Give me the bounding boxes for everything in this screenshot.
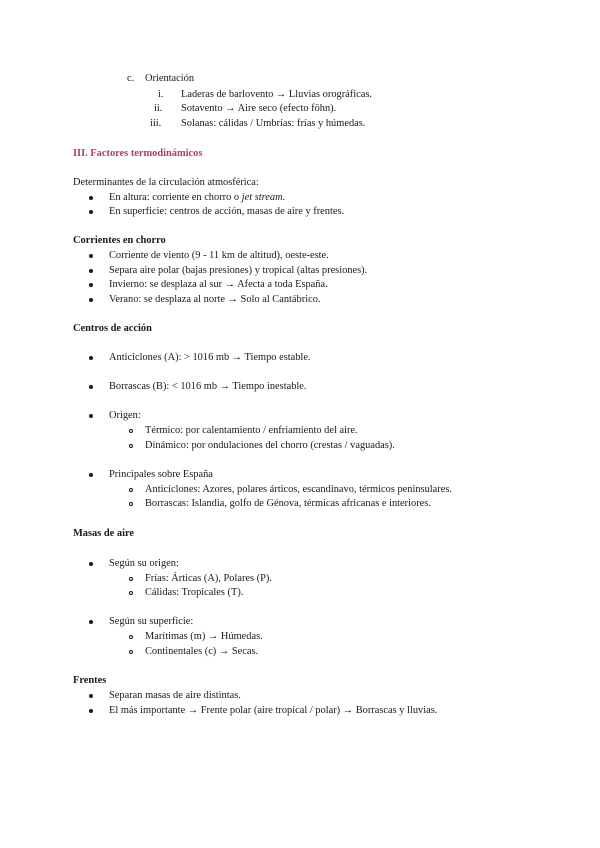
list-item: Separa aire polar (bajas presiones) y tropical (altas presiones). bbox=[109, 265, 368, 276]
list-item: Separan masas de aire distintas. bbox=[109, 690, 241, 701]
list-item: Principales sobre España bbox=[109, 469, 213, 480]
circle-bullet-icon bbox=[129, 483, 133, 496]
list-item: Corriente de viento (9 - 11 km de altitud), oeste-este. bbox=[109, 250, 329, 261]
list-item: El más importante → Frente polar (aire tropical / polar) → Borrascas y lluvias. bbox=[109, 705, 438, 716]
list-item: Laderas de barlovento → Lluvias orográficas. bbox=[181, 89, 372, 100]
circle-bullet-icon bbox=[129, 645, 133, 658]
list-item: Según su superficie: bbox=[109, 616, 194, 627]
bullet-icon bbox=[89, 351, 93, 364]
list-item: En superficie: centros de acción, masas de aire y frentes. bbox=[109, 206, 345, 217]
circle-bullet-icon bbox=[129, 497, 133, 510]
list-item: Solanas: cálidas / Umbrías: frías y húmedas. bbox=[181, 118, 366, 129]
roman-marker: iii. bbox=[150, 118, 162, 129]
list-item: Sotavento → Aire seco (efecto föhn). bbox=[181, 103, 337, 114]
bullet-icon bbox=[89, 293, 93, 306]
list-item: Continentales (c) → Secas. bbox=[145, 646, 259, 657]
circle-bullet-icon bbox=[129, 572, 133, 585]
list-item: Marítimas (m) → Húmedas. bbox=[145, 631, 263, 642]
list-item: Térmico: por calentamiento / enfriamiento del aire. bbox=[145, 425, 358, 436]
list-item: Frías: Árticas (A), Polares (P). bbox=[145, 573, 272, 584]
bullet-icon bbox=[89, 704, 93, 717]
list-marker: c. bbox=[127, 73, 135, 84]
list-item: Anticiclones: Azores, polares árticos, escandinavo, térmicos peninsulares. bbox=[145, 484, 453, 495]
circle-bullet-icon bbox=[129, 630, 133, 643]
list-item: Borrascas: Islandia, golfo de Génova, térmicas africanas e interiores. bbox=[145, 498, 431, 509]
roman-marker: i. bbox=[158, 89, 164, 100]
list-item: Invierno: se desplaza al sur → Afecta a toda España. bbox=[109, 279, 328, 290]
section-heading: III. Factores termodinámicos bbox=[73, 148, 203, 159]
list-item: Dinámico: por ondulaciones del chorro (crestas / vaguadas). bbox=[145, 440, 395, 451]
section-heading: Frentes bbox=[73, 675, 107, 686]
section-heading: Corrientes en chorro bbox=[73, 235, 166, 246]
list-item: Borrascas (B): < 1016 mb → Tiempo inestable. bbox=[109, 381, 307, 392]
circle-bullet-icon bbox=[129, 439, 133, 452]
list-item: En altura: corriente en chorro o jet stream. bbox=[109, 192, 286, 203]
bullet-icon bbox=[89, 557, 93, 570]
bullet-icon bbox=[89, 689, 93, 702]
bullet-icon bbox=[89, 468, 93, 481]
bullet-icon bbox=[89, 249, 93, 262]
bullet-icon bbox=[89, 380, 93, 393]
circle-bullet-icon bbox=[129, 586, 133, 599]
bullet-icon bbox=[89, 205, 93, 218]
list-item: Cálidas: Tropicales (T). bbox=[145, 587, 244, 598]
bullet-icon bbox=[89, 278, 93, 291]
circle-bullet-icon bbox=[129, 424, 133, 437]
bullet-icon bbox=[89, 264, 93, 277]
list-item: Origen: bbox=[109, 410, 141, 421]
section-heading: Masas de aire bbox=[73, 528, 134, 539]
list-item: Anticiclones (A): > 1016 mb → Tiempo estable. bbox=[109, 352, 311, 363]
bullet-icon bbox=[89, 191, 93, 204]
paragraph: Determinantes de la circulación atmosférica: bbox=[73, 177, 259, 188]
bullet-icon bbox=[89, 409, 93, 422]
list-item: Según su origen: bbox=[109, 558, 179, 569]
bullet-icon bbox=[89, 615, 93, 628]
section-heading: Centros de acción bbox=[73, 323, 152, 334]
roman-marker: ii. bbox=[154, 103, 163, 114]
subsection-title: Orientación bbox=[145, 73, 195, 84]
list-item: Verano: se desplaza al norte → Solo al Cantábrico. bbox=[109, 294, 321, 305]
